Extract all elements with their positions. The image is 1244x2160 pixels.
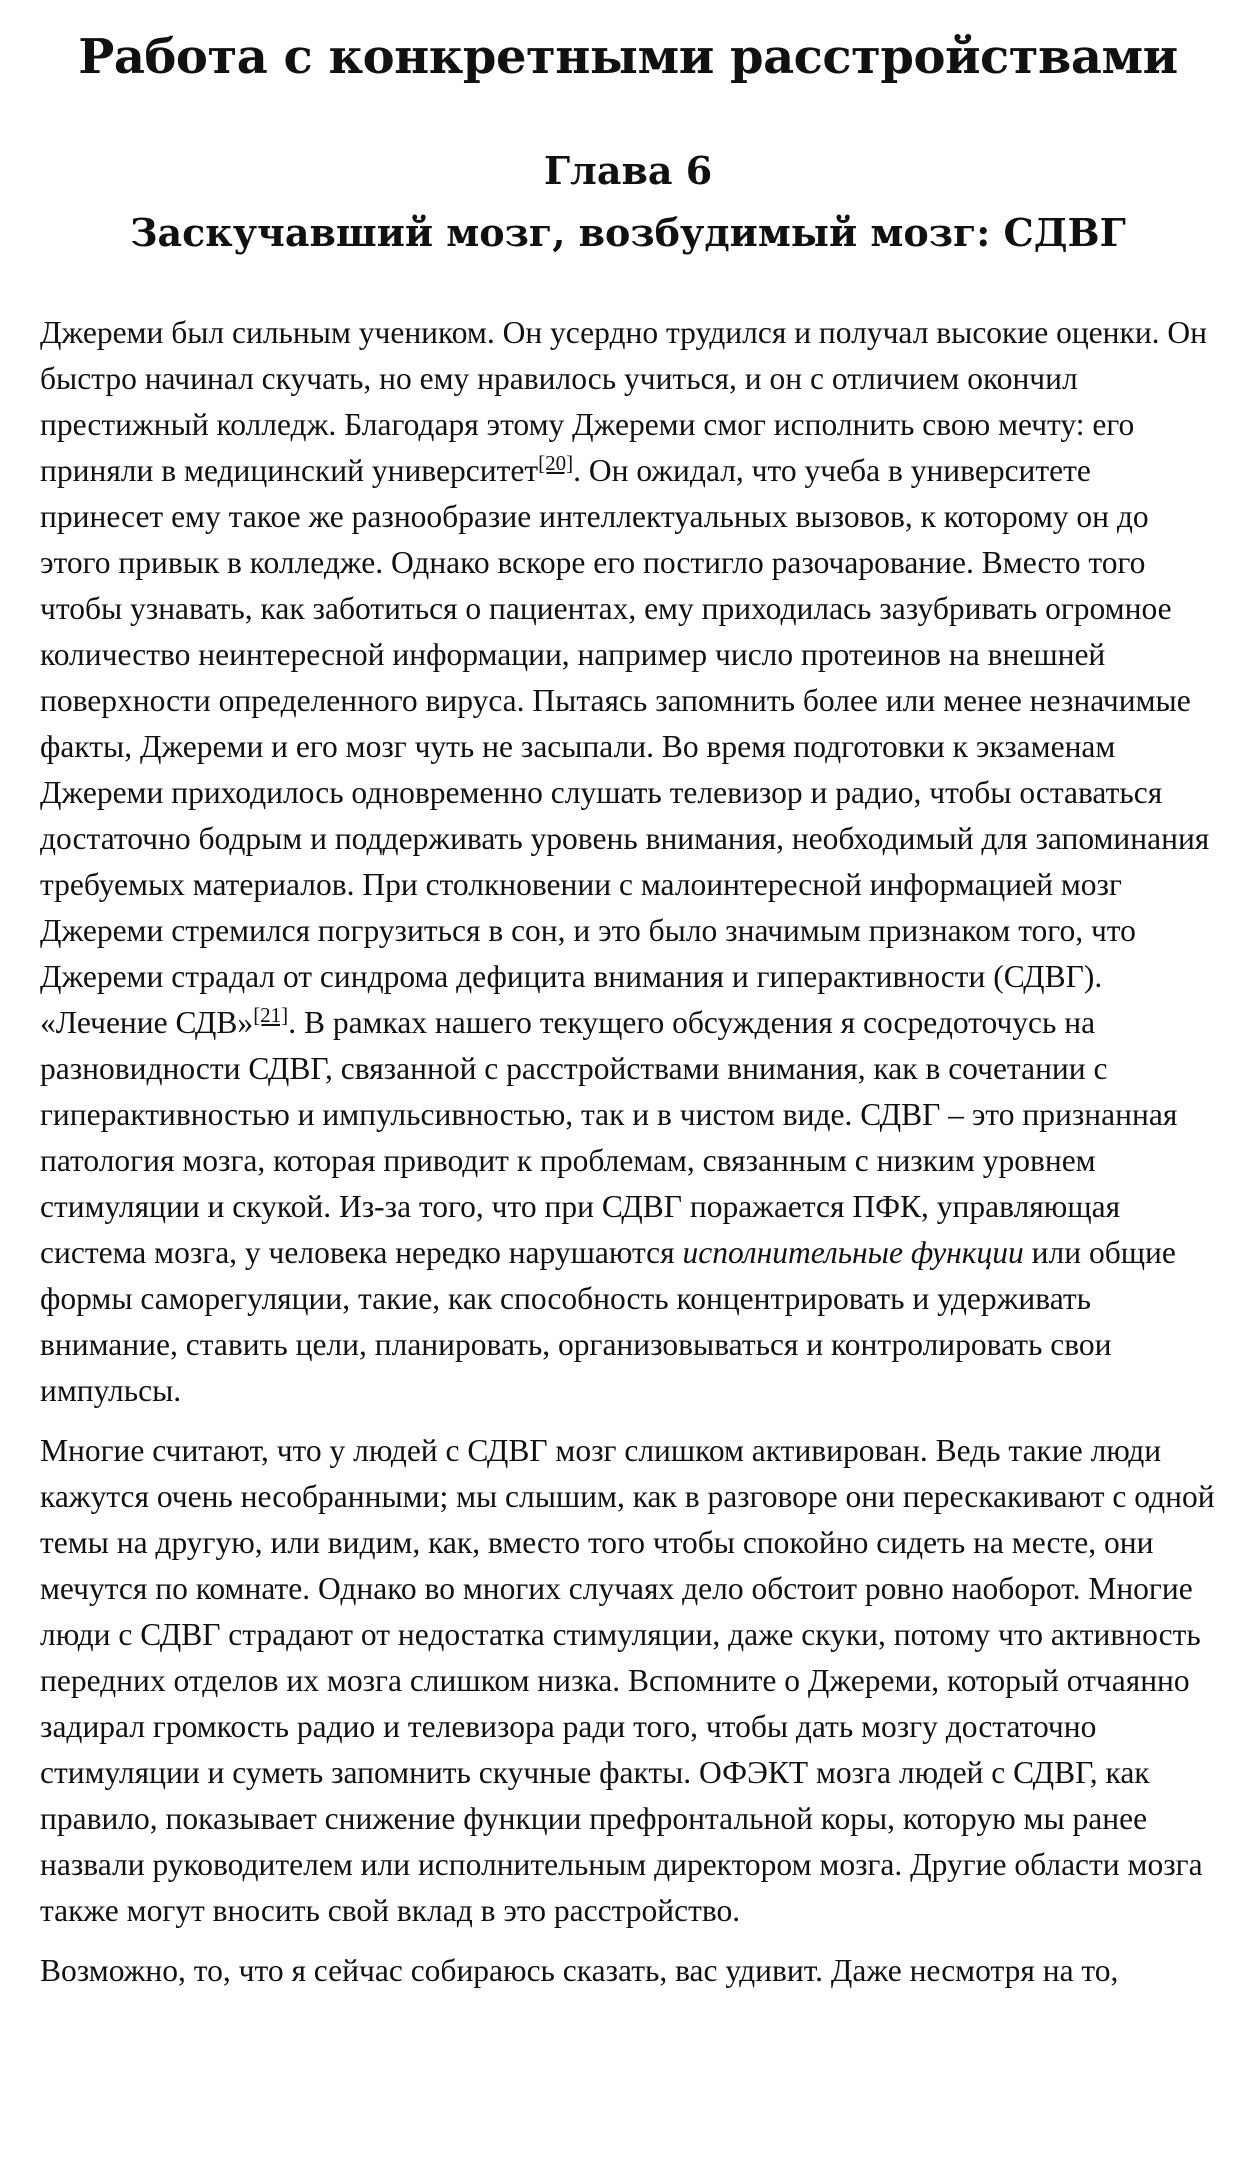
paragraph-3: Возможно, то, что я сейчас собираюсь сказать, вас удивит. Даже несмотря на то, [40, 1953, 1119, 1988]
paragraph-1-part-4: или общие формы саморегуляции, такие, как способность концентрировать и удерживать внимание, ставить цели, планировать, организовываться и контролировать свои импульсы. [40, 1235, 1176, 1408]
footnote-link-20[interactable]: [20] [538, 451, 574, 475]
paragraph-1-part-1: Джереми был сильным учеником. Он усердно трудился и получал высокие оценки. Он быстро начинал скучать, но ему нравилось учиться, и он с отличием окончил престижный колледж. Благодаря этому Джереми смог исполнить свою мечту: его приняли в медицинский университет [40, 315, 1208, 488]
part-title: Работа с конкретными расстройствами [78, 29, 1178, 85]
emphasis-executive-functions: исполнительные функции [682, 1235, 1024, 1270]
paragraph-2: Многие считают, что у людей с СДВГ мозг слишком активирован. Ведь такие люди кажутся очень несобранными; мы слышим, как в разговоре они перескакивают с одной темы на другую, или видим, как, вместо того чтобы спокойно сидеть на месте, они мечутся по комнате. Однако во многих случаях дело обстоит ровно наоборот. Многие люди с СДВГ страдают от недостатка стимуляции, даже скуки, потому что активность передних отделов их мозга слишком низка. Вспомните о Джереми, который отчаянно задирал громкость радио и телевизора ради того, чтобы дать мозгу достаточно стимуляции и суметь запомнить скучные факты. ОФЭКТ мозга людей с СДВГ, как правило, показывает снижение функции префронтальной коры, которую мы ранее назвали руководителем или исполнительным директором мозга. Другие области мозга также могут вносить свой вклад в это расстройство. [40, 1433, 1215, 1928]
chapter-title: Заскучавший мозг, возбудимый мозг: СДВГ [130, 210, 1126, 255]
paragraph-1 [40, 310, 1220, 1414]
body-text [40, 310, 1220, 2008]
footnote-link-21[interactable]: [21] [253, 1003, 289, 1027]
chapter-number: Глава 6 [543, 148, 713, 193]
paragraph-1-part-3: . В рамках нашего текущего обсуждения я сосредоточусь на разновидности СДВГ, связанной с расстройствами внимания, как в сочетании с гиперактивностью и импульсивностью, так и в чистом виде. СДВГ – это признанная патология мозга, которая приводит к проблемам, связанным с низким уровнем стимуляции и скукой. Из-за того, что при СДВГ поражается ПФК, управляющая система мозга, у человека нередко нарушаются [40, 1005, 1178, 1270]
paragraph-1-part-2: . Он ожидал, что учеба в университете принесет ему такое же разнообразие интеллектуальных вызовов, к которому он до этого привык в колледже. Однако вскоре его постигло разочарование. Вместо того чтобы узнавать, как заботиться о пациентах, ему приходилась зазубривать огромное количество неинтересной информации, например число протеинов на внешней поверхности определенного вируса. Пытаясь запомнить более или менее незначимые факты, Джереми и его мозг чуть не засыпали. Во время подготовки к экзаменам Джереми приходилось одновременно слушать телевизор и радио, чтобы оставаться достаточно бодрым и поддерживать уровень внимания, необходимый для запоминания требуемых материалов. При столкновении с малоинтересной информацией мозг Джереми стремился погрузиться в сон, и это было значимым признаком того, что Джереми страдал от синдрома дефицита внимания и гиперактивности (СДВГ). «Лечение СДВ» [40, 453, 1210, 1040]
